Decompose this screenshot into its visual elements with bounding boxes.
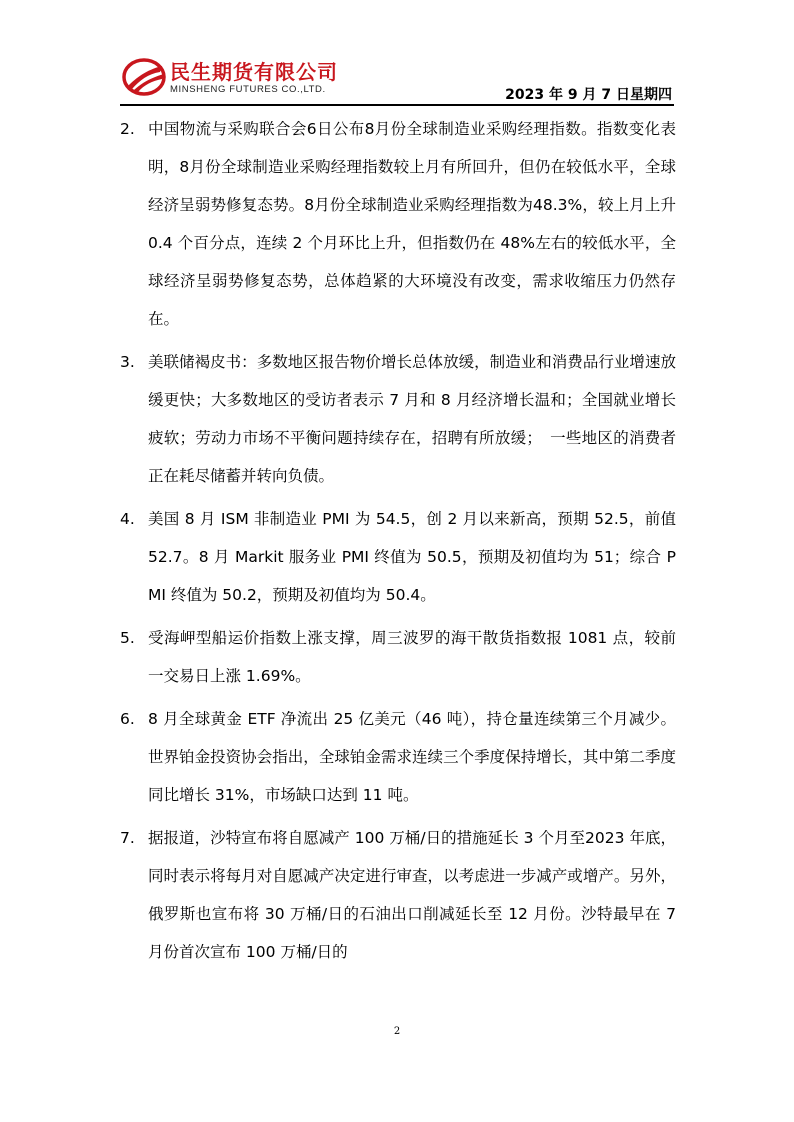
list-item [120,619,676,695]
report-date: 2023 年 9 月 7 日星期四 [505,87,672,103]
list-item [120,343,676,495]
header-divider [120,104,674,106]
item-text: 美国 8 月 ISM 非制造业 PMI 为 54.5，创 2 月以来新高，预期 52.5，前值 52.7。8 月 Markit 服务业 PMI 终值为 50.5，预期及初值均为 51；综合 PMI 终值为 50.2，预期及初值均为 50.4。 [148,510,676,604]
item-text: 据报道，沙特宣布将自愿减产 100 万桶/日的措施延长 3 个月至2023 年底，同时表示将每月对自愿减产决定进行审查，以考虑进一步减产或增产。另外，俄罗斯也宣布将 30 万桶/日的石油出口削减延长至 12 月份。沙特最早在 7 月份首次宣布 100 万桶/日的 [148,829,676,961]
item-number: 6. [120,710,135,728]
item-number: 7. [120,829,135,847]
company-logo [122,52,362,100]
page-header [0,0,794,110]
item-number: 5. [120,629,135,647]
list-item [120,700,676,814]
item-text: 受海岬型船运价指数上涨支撑，周三波罗的海干散货指数报 1081 点，较前一交易日上涨 1.69%。 [148,629,676,685]
logo-english-name: MINSHENG FUTURES CO.,LTD. [170,84,326,95]
logo-chinese-name: 民生期货有限公司 [170,60,338,84]
list-item [120,500,676,614]
news-list [120,110,676,971]
document-body [120,110,676,976]
list-item [120,110,676,338]
item-text: 美联储褐皮书：多数地区报告物价增长总体放缓，制造业和消费品行业增速放缓更快；大多数地区的受访者表示 7 月和 8 月经济增长温和；全国就业增长疲软；劳动力市场不平衡问题持续存在，招聘有所放缓； 一些地区的消费者正在耗尽储蓄并转向负债。 [148,353,676,485]
page-number: 2 [393,1026,401,1037]
minsheng-logo-icon [122,56,166,96]
item-number: 4. [120,510,135,528]
item-number: 3. [120,353,135,371]
list-item [120,819,676,971]
item-text: 8 月全球黄金 ETF 净流出 25 亿美元（46 吨），持仓量连续第三个月减少。世界铂金投资协会指出，全球铂金需求连续三个季度保持增长，其中第二季度同比增长 31%，市场缺口达到 11 吨。 [148,710,676,804]
item-number: 2. [120,120,135,138]
item-text: 中国物流与采购联合会6日公布8月份全球制造业采购经理指数。指数变化表明，8月份全球制造业采购经理指数较上月有所回升，但仍在较低水平，全球经济呈弱势修复态势。8月份全球制造业采购经理指数为48.3%，较上月上升 0.4 个百分点，连续 2 个月环比上升，但指数仍在 48%左右的较低水平，全球经济呈弱势修复态势，总体趋紧的大环境没有改变，需求收缩压力仍然存在。 [148,120,676,328]
